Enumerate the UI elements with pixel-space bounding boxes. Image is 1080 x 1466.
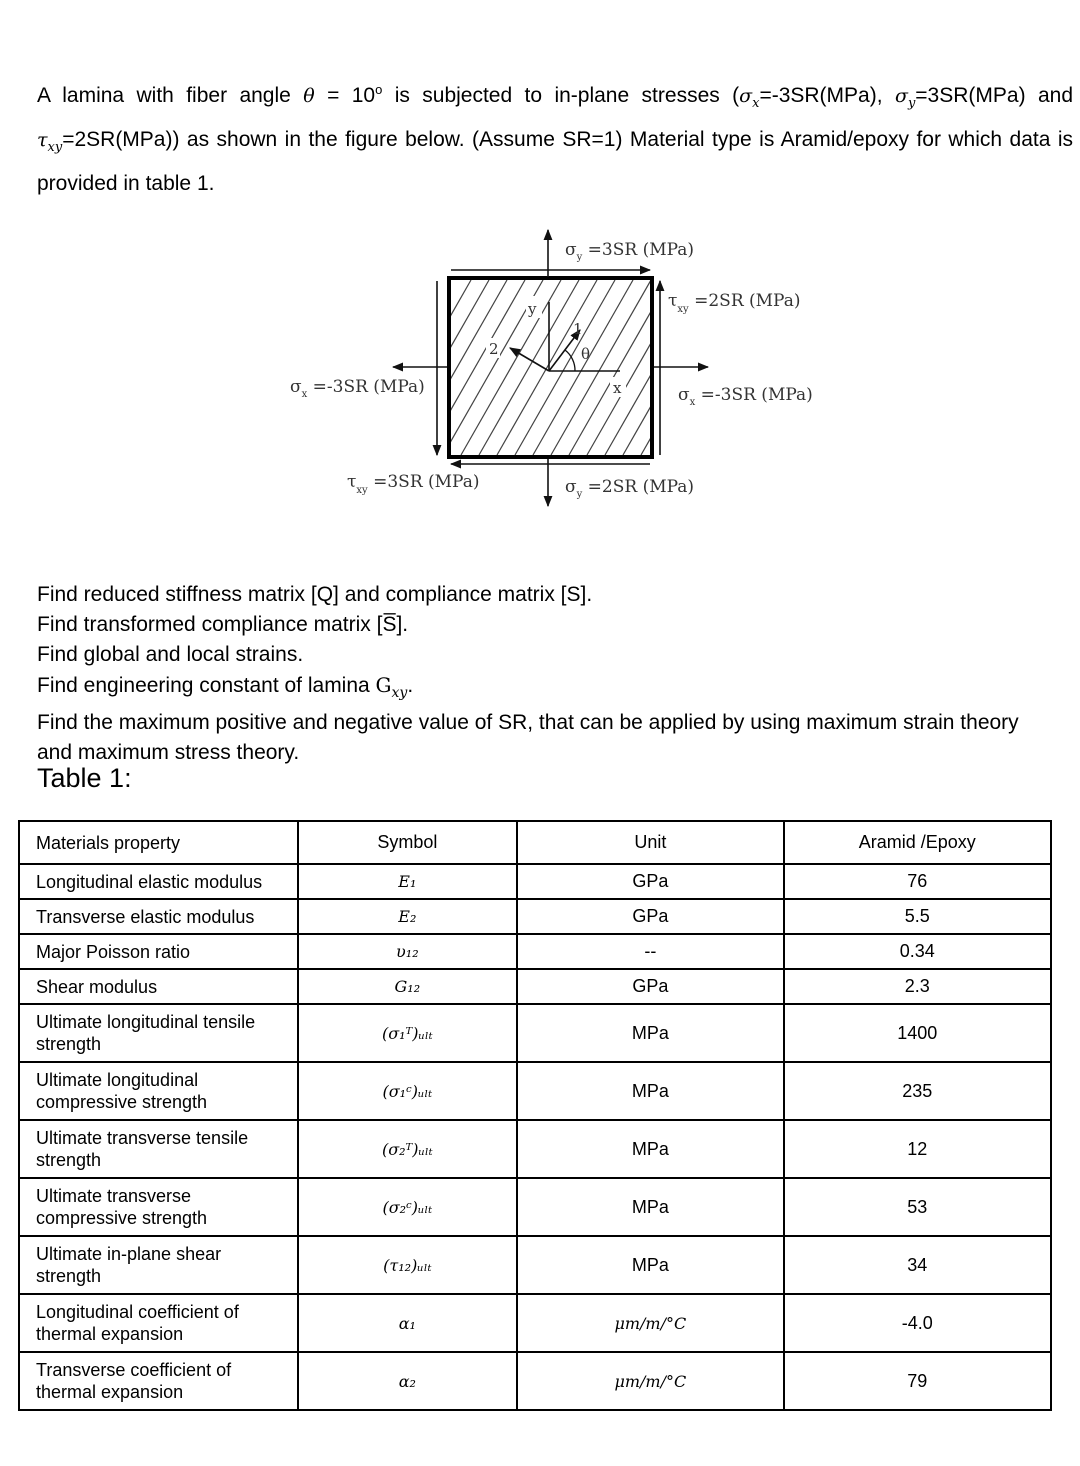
- symbol-cell-text: E₁: [398, 872, 417, 891]
- value-cell-text: 79: [907, 1370, 928, 1391]
- table-row: [19, 899, 1051, 934]
- unit-cell: [517, 1004, 783, 1062]
- symbol-cell: [298, 934, 518, 969]
- unit-cell: [517, 864, 783, 899]
- symbol-cell-text: (σ₂ᵀ)ᵤₗₜ: [381, 1139, 433, 1159]
- property-cell: [19, 1178, 298, 1236]
- unit-cell: [517, 1178, 783, 1236]
- table-row: [19, 934, 1051, 969]
- symbol-cell: [298, 1004, 518, 1062]
- value-cell-text: 5.5: [904, 906, 930, 926]
- material-properties-table: [18, 820, 1052, 1411]
- value-cell-text: 12: [907, 1138, 928, 1159]
- header-property: Materials property: [19, 821, 298, 864]
- property-cell: [19, 899, 298, 934]
- symbol-cell-text: (σ₂ᶜ)ᵤₗₜ: [382, 1197, 433, 1217]
- unit-cell-text: μm/m/°C: [614, 1371, 687, 1391]
- value-cell: [784, 1178, 1051, 1236]
- unit-cell-text: μm/m/°C: [614, 1313, 687, 1333]
- task-list: [37, 580, 1037, 768]
- header-material: Aramid /Epoxy: [784, 821, 1051, 864]
- label-sigma-y-top: $\sigma_y =3SR$ (MPa): [565, 240, 695, 263]
- property-cell: [19, 864, 298, 899]
- unit-cell: [517, 899, 783, 934]
- symbol-cell: [298, 1062, 518, 1120]
- label-axis-2: 2: [489, 340, 499, 358]
- unit-cell: [517, 1120, 783, 1178]
- label-theta: θ: [581, 345, 591, 363]
- symbol-cell-text: G₁₂: [394, 977, 421, 996]
- symbol-cell-text: (σ₁ᶜ)ᵤₗₜ: [382, 1081, 433, 1101]
- unit-cell-text: GPa: [632, 871, 669, 891]
- value-cell: [784, 1120, 1051, 1178]
- degree-symbol: o: [375, 82, 383, 97]
- property-cell-text: Major Poisson ratio: [36, 941, 191, 962]
- unit-cell-text: MPa: [631, 1080, 669, 1101]
- symbol-cell-text: E₂: [398, 907, 417, 926]
- value-cell-text: 53: [907, 1196, 928, 1217]
- task-5: Find the maximum positive and negative value of SR, that can be applied by using maximum strain theory and maximum stress theory.: [37, 711, 1019, 764]
- task-4: Find engineering constant of lamina $G_{xy}$.: [37, 673, 414, 701]
- label-sigma-x-left: $\sigma_x =-3SR$ (MPa): [290, 377, 425, 400]
- symbol-cell: [298, 864, 518, 899]
- value-cell-text: 235: [902, 1080, 933, 1101]
- symbol-cell: [298, 1120, 518, 1178]
- unit-cell: [517, 969, 783, 1004]
- symbol-cell: [298, 1294, 518, 1352]
- unit-cell: [517, 1062, 783, 1120]
- property-cell: [19, 1004, 298, 1062]
- unit-cell-text: MPa: [631, 1138, 669, 1159]
- symbol-cell: [298, 899, 518, 934]
- property-cell-text: Ultimate transverse tensile strength: [36, 1128, 249, 1170]
- property-cell-text: Ultimate transverse compressive strength: [36, 1186, 208, 1228]
- value-cell: [784, 1352, 1051, 1410]
- tau-xy-symbol: $\tau_{xy}$: [37, 128, 63, 155]
- unit-cell-text: GPa: [632, 976, 669, 996]
- task-1: Find reduced stiffness matrix [Q] and compliance matrix [S].: [37, 583, 593, 606]
- property-cell: [19, 969, 298, 1004]
- property-cell: [19, 1062, 298, 1120]
- value-cell: [784, 864, 1051, 899]
- value-cell-text: 76: [907, 871, 928, 891]
- label-sigma-x-right: $\sigma_x =-3SR$ (MPa): [678, 385, 813, 408]
- value-cell-text: 2.3: [904, 976, 930, 996]
- label-sigma-y-bottom: $\sigma_y =2SR$ (MPa): [565, 477, 695, 500]
- property-cell-text: Ultimate longitudinal tensile strength: [36, 1012, 256, 1054]
- value-cell: [784, 899, 1051, 934]
- table-row: [19, 1004, 1051, 1062]
- sigma-x-symbol: $\sigma_x$: [739, 85, 760, 111]
- header-unit: Unit: [517, 821, 783, 864]
- symbol-cell-text: α₂: [398, 1371, 416, 1391]
- symbol-cell: [298, 1352, 518, 1410]
- value-cell: [784, 1236, 1051, 1294]
- task-3: Find global and local strains.: [37, 643, 304, 666]
- symbol-cell: [298, 1178, 518, 1236]
- property-cell-text: Shear modulus: [36, 976, 158, 997]
- label-y-axis: y: [528, 300, 537, 318]
- property-cell: [19, 1120, 298, 1178]
- property-cell: [19, 1294, 298, 1352]
- task-2: Find transformed compliance matrix [S̅].: [37, 613, 409, 636]
- value-cell: [784, 1062, 1051, 1120]
- table-row: [19, 1120, 1051, 1178]
- unit-cell-text: MPa: [631, 1196, 669, 1217]
- unit-cell: [517, 934, 783, 969]
- unit-cell: [517, 1352, 783, 1410]
- unit-cell-text: MPa: [631, 1254, 669, 1275]
- table-row: [19, 1352, 1051, 1410]
- problem-statement: A lamina with fiber angle $\theta = 10^o$ is subjected to in-plane stresses ($\sigma_x=-3SR(MPa)$, $\sigma_y=3SR(MPa)$ and $\tau_{xy}=2SR(MPa)$) as shown in the figure below. (Assume SR=1) Material type is Aramid/epoxy for which data is provided in table 1.: [37, 82, 1074, 195]
- property-cell-text: Ultimate in-plane shear strength: [36, 1244, 222, 1286]
- lamina-element: [449, 278, 652, 457]
- theta-symbol: θ: [303, 85, 315, 107]
- table-row: [19, 1062, 1051, 1120]
- label-tau-xy-right: $\tau_{xy} =2SR$ (MPa): [668, 291, 801, 315]
- property-cell-text: Transverse coefficient of thermal expansion: [36, 1360, 232, 1402]
- label-axis-1: 1: [573, 320, 583, 338]
- label-tau-xy-bottom: $\tau_{xy} =3SR$ (MPa): [347, 472, 480, 496]
- property-cell-text: Longitudinal coefficient of thermal expansion: [36, 1302, 239, 1344]
- table-row: [19, 1178, 1051, 1236]
- unit-cell-text: --: [644, 941, 657, 961]
- value-cell: [784, 969, 1051, 1004]
- symbol-cell-text: υ₁₂: [396, 942, 419, 961]
- property-cell: [19, 934, 298, 969]
- property-cell-text: Transverse elastic modulus: [36, 906, 255, 927]
- table-header-row: [19, 821, 1051, 864]
- table-row: [19, 969, 1051, 1004]
- value-cell: [784, 934, 1051, 969]
- symbol-cell: [298, 1236, 518, 1294]
- symbol-cell-text: (τ₁₂)ᵤₗₜ: [383, 1255, 432, 1275]
- value-cell-text: 34: [907, 1254, 928, 1275]
- value-cell-text: -4.0: [901, 1312, 933, 1333]
- table-row: [19, 1236, 1051, 1294]
- sigma-y-symbol: $\sigma_y$: [894, 85, 916, 111]
- table-row: [19, 1294, 1051, 1352]
- value-cell: [784, 1004, 1051, 1062]
- property-cell-text: Longitudinal elastic modulus: [36, 871, 263, 892]
- symbol-cell-text: (σ₁ᵀ)ᵤₗₜ: [381, 1023, 433, 1043]
- unit-cell-text: GPa: [632, 906, 669, 926]
- symbol-cell: [298, 969, 518, 1004]
- property-cell: [19, 1236, 298, 1294]
- property-cell: [19, 1352, 298, 1410]
- value-cell-text: 1400: [897, 1022, 938, 1043]
- unit-cell: [517, 1294, 783, 1352]
- lamina-stress-figure: [0, 215, 1080, 515]
- value-cell-text: 0.34: [899, 941, 935, 961]
- symbol-cell-text: α₁: [398, 1313, 416, 1333]
- unit-cell-text: MPa: [631, 1022, 669, 1043]
- unit-cell: [517, 1236, 783, 1294]
- gxy-symbol: $G_{xy}$: [375, 673, 408, 701]
- table-title: Table 1:: [37, 763, 132, 793]
- label-x-axis: x: [613, 379, 622, 397]
- property-cell-text: Ultimate longitudinal compressive strength: [36, 1070, 208, 1112]
- header-symbol: Symbol: [298, 821, 518, 864]
- table-row: [19, 864, 1051, 899]
- value-cell: [784, 1294, 1051, 1352]
